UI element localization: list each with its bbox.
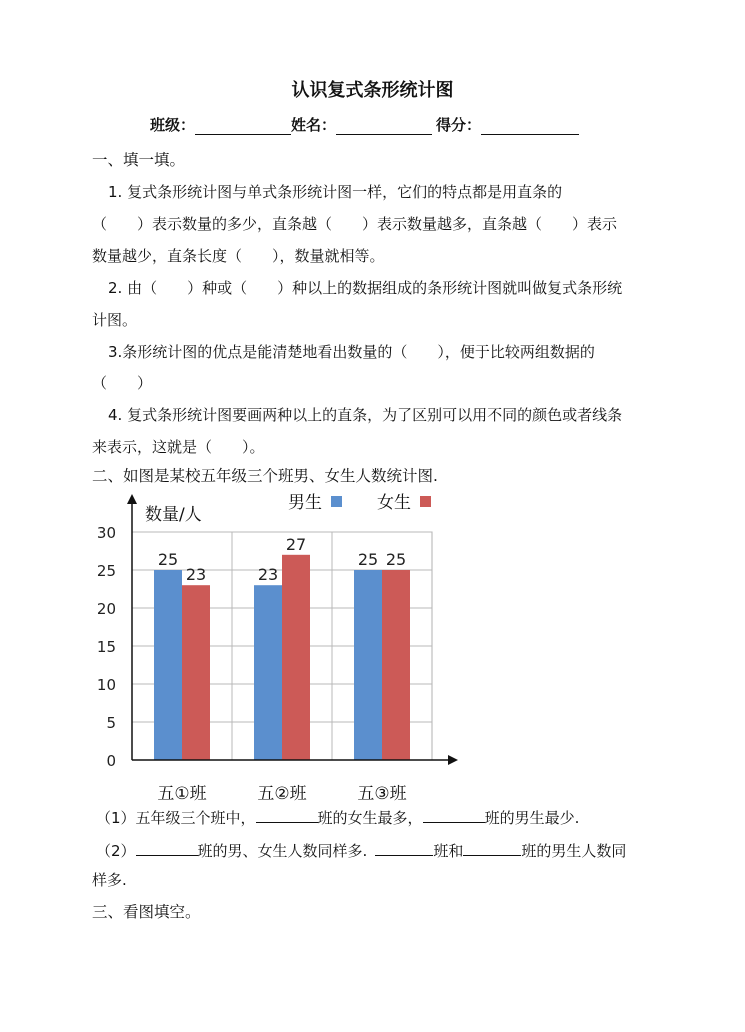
q1-line1: 1. 复式条形统计图与单式条形统计图一样，它们的特点都是用直条的 [108, 183, 563, 201]
s2-q2-blank1[interactable] [136, 839, 198, 856]
bar-girls [382, 570, 410, 760]
y-tick-label: 5 [106, 714, 116, 732]
y-axis-arrow [127, 494, 137, 504]
s2-q2-part-c: 班和 [433, 842, 464, 860]
q4-line1: 4. 复式条形统计图要画两种以上的直条，为了区别可以用不同的颜色或者线条 [108, 406, 623, 424]
s2-q2 [96, 839, 626, 861]
q2-line2: 计图。 [92, 311, 138, 329]
bar-chart [90, 488, 462, 806]
s2-q2-blank2[interactable] [375, 839, 433, 856]
s2-q2-part-b: 班的男、女生人数同样多. [197, 842, 368, 860]
x-tick-label: 五③班 [357, 784, 407, 804]
s2-q1-part-c: 班的男生最少. [484, 809, 580, 827]
data-label: 25 [157, 550, 179, 569]
legend-swatch-boys [331, 496, 342, 507]
section1-heading: 一、填一填。 [92, 151, 186, 169]
q1-line3: 数量越少，直条长度（ ），数量就相等。 [92, 247, 385, 265]
s2-q2-part-a: （2） [96, 842, 136, 860]
s2-q2-part-d: 班的男生人数同 [521, 842, 627, 860]
s2-q1-blank1[interactable] [256, 806, 318, 823]
x-tick-label: 五②班 [257, 784, 307, 804]
data-label: 23 [185, 565, 207, 585]
y-tick-label: 10 [96, 676, 116, 694]
student-info-row [150, 114, 579, 135]
class-blank[interactable] [195, 118, 291, 135]
bar-girls [282, 555, 310, 760]
data-label: 23 [257, 565, 279, 585]
data-label: 25 [385, 550, 407, 569]
y-tick-label: 0 [106, 752, 116, 770]
y-tick-label: 25 [96, 562, 116, 580]
legend-label-boys: 男生 [288, 493, 322, 513]
name-label: 姓名： [291, 116, 337, 134]
q3-line1: 3.条形统计图的优点是能清楚地看出数量的（ ），便于比较两组数据的 [108, 343, 595, 361]
s2-q1-part-b: 班的女生最多， [317, 809, 423, 827]
y-axis-label: 数量/人 [145, 505, 202, 525]
q4-line2: 来表示，这就是（ ）。 [92, 438, 265, 456]
section2-heading: 二、如图是某校五年级三个班男、女生人数统计图. [92, 467, 438, 485]
s2-q1 [96, 806, 579, 828]
bar-boys [354, 570, 382, 760]
x-tick-label: 五①班 [157, 784, 207, 804]
y-tick-label: 15 [96, 638, 116, 656]
s2-q1-blank2[interactable] [423, 806, 485, 823]
bar-girls [182, 585, 210, 760]
bar-boys [254, 585, 282, 760]
s2-q2-blank3[interactable] [463, 839, 521, 856]
section3-heading: 三、看图填空。 [92, 903, 201, 921]
data-label: 27 [285, 534, 307, 554]
class-label: 班级： [150, 116, 196, 134]
y-tick-label: 20 [96, 600, 116, 618]
legend-swatch-girls [420, 496, 431, 507]
page-title: 认识复式条形统计图 [291, 80, 454, 101]
score-blank[interactable] [481, 118, 579, 135]
q2-line1: 2. 由（ ）种或（ ）种以上的数据组成的条形统计图就叫做复式条形统 [108, 279, 623, 297]
q1-line2: （ ）表示数量的多少，直条越（ ）表示数量越多，直条越（ ）表示 [92, 215, 618, 233]
score-label: 得分： [436, 116, 482, 134]
s2-q2-line2: 样多. [92, 871, 127, 889]
name-blank[interactable] [336, 118, 432, 135]
legend-label-girls: 女生 [377, 493, 411, 513]
y-tick-label: 30 [96, 524, 116, 542]
s2-q1-part-a: （1）五年级三个班中， [96, 809, 256, 827]
q3-line2: （ ） [92, 374, 153, 392]
data-label: 25 [357, 550, 379, 569]
x-axis-arrow [448, 755, 458, 765]
bar-boys [154, 570, 182, 760]
